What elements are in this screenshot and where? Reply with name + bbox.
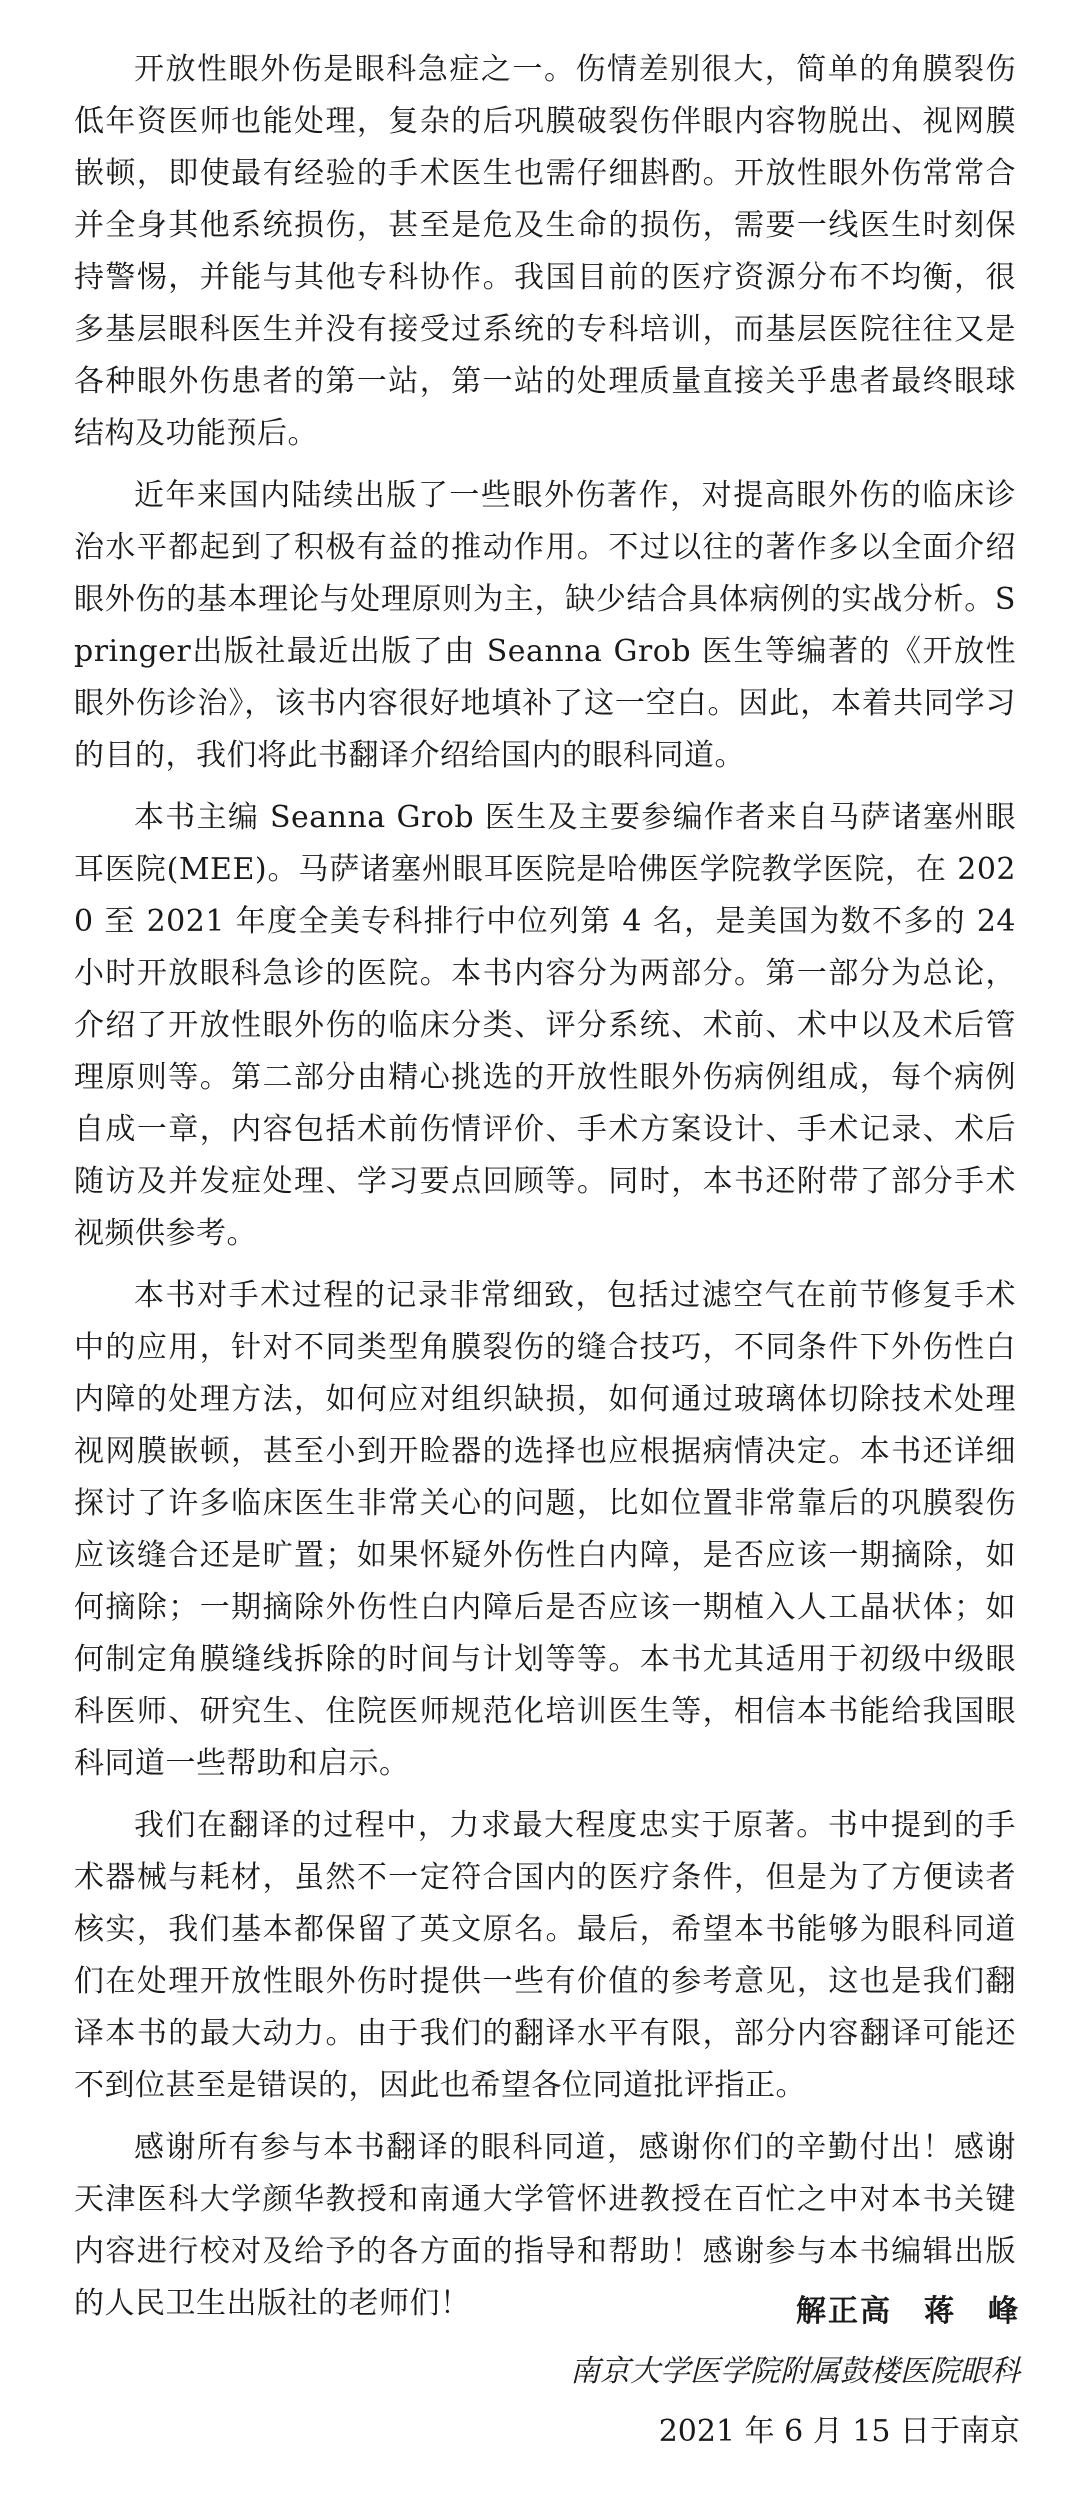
paragraph-5: 我们在翻译的过程中，力求最大程度忠实于原著。书中提到的手术器械与耗材，虽然不一定符合国内的医疗条件，但是为了方便读者核实，我们基本都保留了英文原名。最后，希望本书能够为眼科同道们在处理开放性眼外伤时提供一些有价值的参考意见，这也是我们翻译本书的最大动力。由于我们的翻译水平有限，部分内容翻译可能还不到位甚至是错误的，因此也希望各位同道批评指正。 xyxy=(74,1808,1016,2103)
affiliation: 南京大学医学院附属鼓楼医院眼科 xyxy=(570,2354,1020,2389)
paragraph-6: 感谢所有参与本书翻译的眼科同道，感谢你们的辛勤付出！感谢天津医科大学颜华教授和南通大学管怀进教授在百忙之中对本书关键内容进行校对及给予的各方面的指导和帮助！感谢参与本书编辑出版的人民卫生出版社的老师们！ xyxy=(74,2130,1016,2321)
paragraph-3: 本书主编 Seanna Grob 医生及主要参编作者来自马萨诸塞州眼耳医院(MEE)。马萨诸塞州眼耳医院是哈佛医学院教学医院，在 2020 至 2021 年度全美专科排行中位列第 4 名，是美国为数不多的 24 小时开放眼科急诊的医院。本书内容分为两部分。第一部分为总论，介绍了开放性眼外伤的临床分类、评分系统、术前、术中以及术后管理原则等。第二部分由精心挑选的开放性眼外伤病例组成，每个病例自成一章，内容包括术前伤情评价、手术方案设计、手术记录、术后随访及并发症处理、学习要点回顾等。同时，本书还附带了部分手术视频供参考。 xyxy=(74,800,1016,1251)
paragraph-2: 近年来国内陆续出版了一些眼外伤著作，对提高眼外伤的临床诊治水平都起到了积极有益的推动作用。不过以往的著作多以全面介绍眼外伤的基本理论与处理原则为主，缺少结合具体病例的实战分析。Springer出版社最近出版了由 Seanna Grob 医生等编著的《开放性眼外伤诊治》，该书内容很好地填补了这一空白。因此，本着共同学习的目的，我们将此书翻译介绍给国内的眼科同道。 xyxy=(74,478,1016,773)
paragraph-4: 本书对手术过程的记录非常细致，包括过滤空气在前节修复手术中的应用，针对不同类型角膜裂伤的缝合技巧，不同条件下外伤性白内障的处理方法，如何应对组织缺损，如何通过玻璃体切除技术处理视网膜嵌顿，甚至小到开睑器的选择也应根据病情决定。本书还详细探讨了许多临床医生非常关心的问题，比如位置非常靠后的巩膜裂伤应该缝合还是旷置；如果怀疑外伤性白内障，是否应该一期摘除，如何摘除；一期摘除外伤性白内障后是否应该一期植入人工晶状体；如何制定角膜缝线拆除的时间与计划等等。本书尤其适用于初级中级眼科医师、研究生、住院医师规范化培训医生等，相信本书能给我国眼科同道一些帮助和启示。 xyxy=(74,1278,1016,1781)
translator-names: 解正高 蒋 峰 xyxy=(796,2294,1020,2329)
paragraph-1: 开放性眼外伤是眼科急症之一。伤情差别很大，简单的角膜裂伤低年资医师也能处理，复杂的后巩膜破裂伤伴眼内容物脱出、视网膜嵌顿，即使最有经验的手术医生也需仔细斟酌。开放性眼外伤常常合并全身其他系统损伤，甚至是危及生命的损伤，需要一线医生时刻保持警惕，并能与其他专科协作。我国目前的医疗资源分布不均衡，很多基层眼科医生并没有接受过系统的专科培训，而基层医院往往又是各种眼外伤患者的第一站，第一站的处理质量直接关乎患者最终眼球结构及功能预后。 xyxy=(74,52,1016,451)
preface-body xyxy=(74,44,1016,2340)
signature-block xyxy=(570,2282,1020,2462)
date-place: 2021 年 6 月 15 日于南京 xyxy=(658,2414,1020,2449)
